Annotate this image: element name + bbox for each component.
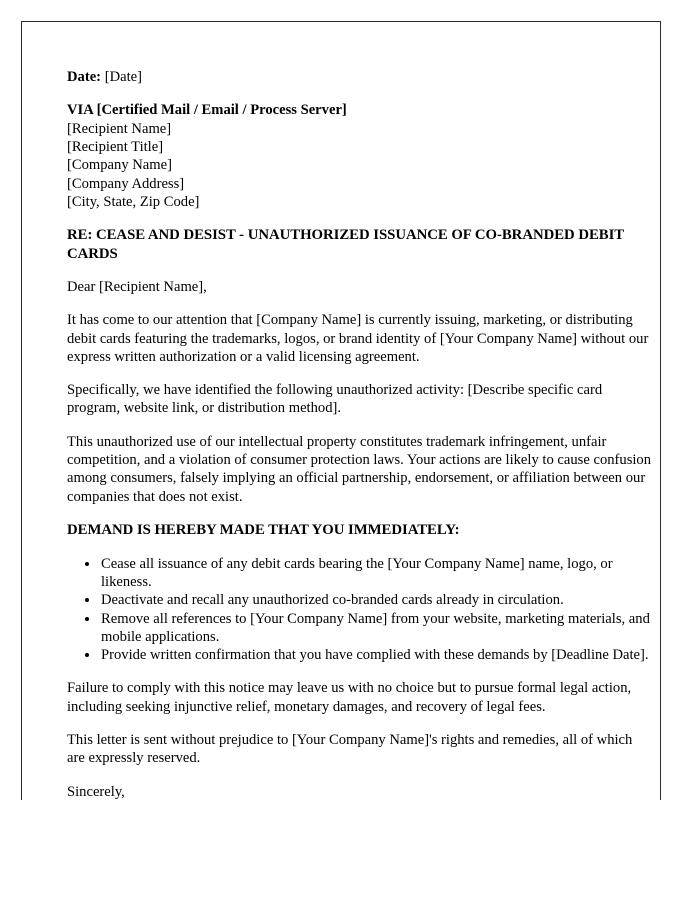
body-paragraph-1: It has come to our attention that [Company Name] is currently issuing, marketing, or distributing debit cards featuring the trademarks, logos, or brand identity of [Your Company Name] without our express written authorization or a valid licensing agreement. (67, 312, 649, 365)
recipient-company-line: [Company Name] (67, 157, 172, 174)
spacer-after-salutation (67, 296, 653, 311)
salutation: Dear [Recipient Name], (67, 278, 207, 295)
body-paragraph-2: Specifically, we have identified the following unauthorized activity: [Describe specific card program, website link, or distribution method]. (67, 382, 603, 417)
spacer-after-list (67, 664, 653, 679)
subject-line: RE: CEASE AND DESIST - UNAUTHORIZED ISSUANCE OF CO-BRANDED DEBIT CARDS (67, 227, 624, 262)
list-item: • Provide written confirmation that you have complied with these demands by [Deadline Date]. (100, 646, 653, 664)
list-item: • Cease all issuance of any debit cards bearing the [Your Company Name] name, logo, or likeness. (100, 555, 653, 592)
delivery-method-line: VIA [Certified Mail / Email / Process Server] (67, 102, 347, 119)
document-page (21, 21, 661, 800)
date-label: Date: (67, 69, 102, 85)
spacer-p3-demand (67, 506, 653, 521)
list-item: • Deactivate and recall any unauthorized co-branded cards already in circulation. (100, 591, 653, 609)
recipient-title-line: [Recipient Title] (67, 138, 164, 155)
date-line (67, 68, 653, 86)
body-paragraph-3: This unauthorized use of our intellectual property constitutes trademark infringement, unfair competition, and a violation of consumer protection laws. Your actions are likely to cause confusion among consumers, falsely implying an official partnership, endorsement, or affiliation between our companies that does not exist. (67, 433, 652, 505)
list-item: • Remove all references to [Your Company Name] from your website, marketing materials, and mobile applications. (100, 610, 653, 647)
demand-list (67, 555, 653, 665)
closing-line: Sincerely, (67, 783, 125, 800)
body-paragraph-5: This letter is sent without prejudice to [Your Company Name]'s rights and remedies, all of which are expressly reserved. (67, 732, 633, 767)
spacer-after-date (67, 86, 653, 101)
letter-body (67, 68, 653, 801)
spacer-p2-p3 (67, 418, 653, 433)
date-value: [Date] (104, 69, 142, 85)
recipient-address-line: [Company Address] (67, 175, 185, 192)
spacer-p4-p5 (67, 716, 653, 731)
spacer-after-demand-heading (67, 540, 653, 555)
demand-heading: DEMAND IS HEREBY MADE THAT YOU IMMEDIATELY: (67, 522, 460, 538)
spacer-p1-p2 (67, 366, 653, 381)
spacer-after-address (67, 211, 653, 226)
spacer-after-subject (67, 263, 653, 278)
recipient-city-state-zip-line: [City, State, Zip Code] (67, 193, 200, 210)
spacer-before-closing (67, 768, 653, 783)
recipient-name-line: [Recipient Name] (67, 120, 172, 137)
body-paragraph-4: Failure to comply with this notice may leave us with no choice but to pursue formal legal action, including seeking injunctive relief, monetary damages, and recovery of legal fees. (67, 680, 632, 715)
